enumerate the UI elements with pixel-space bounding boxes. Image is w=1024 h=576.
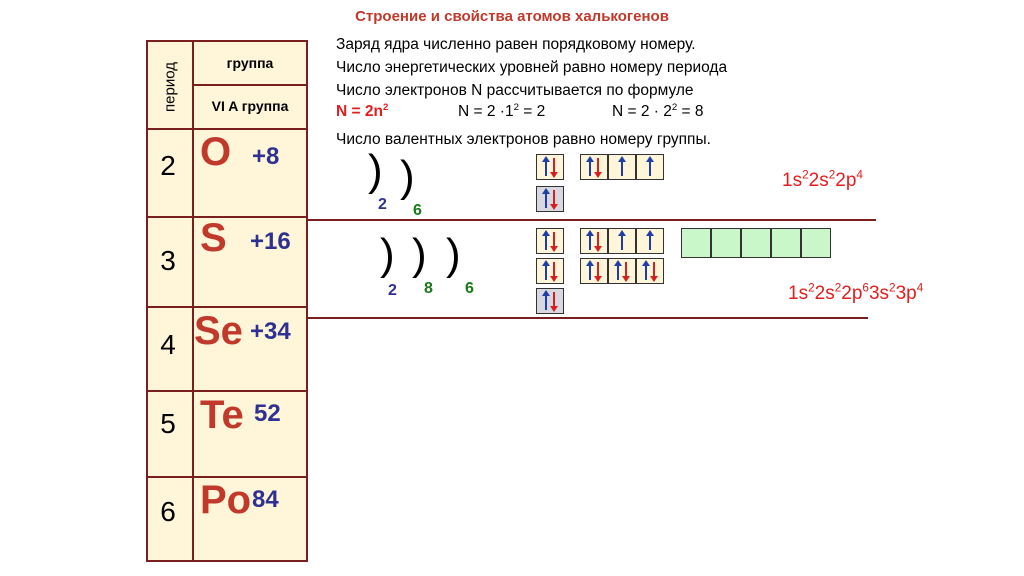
- spin-up-arrow: [589, 262, 591, 280]
- spin-up-arrow: [617, 262, 619, 280]
- text-line: Число энергетических уровней равно номеру периода: [336, 59, 728, 76]
- table-column-divider: [192, 42, 194, 560]
- empty-d-orbital-cell: [741, 228, 771, 258]
- group-name: VI A группа: [211, 98, 289, 114]
- period-number: 3: [160, 245, 176, 276]
- table-divider: [148, 390, 306, 392]
- orbital-cell: [608, 154, 636, 180]
- example-exponent: 2: [671, 101, 678, 113]
- config-exponent: 2: [802, 168, 809, 182]
- spin-up-arrow: [645, 262, 647, 280]
- config-part: 1s: [788, 283, 809, 304]
- orbital-cell: [636, 258, 664, 284]
- text-line: Заряд ядра численно равен порядковому номеру.: [336, 36, 696, 53]
- table-divider: [148, 306, 306, 308]
- period-header: [150, 44, 190, 130]
- example-exponent: 2: [513, 101, 519, 113]
- example-result: = 2: [518, 103, 546, 120]
- spin-up-arrow: [649, 158, 651, 176]
- spin-down-arrow: [553, 262, 555, 280]
- config-part: 2p: [841, 283, 863, 304]
- config-exponent: 2: [834, 281, 842, 295]
- electron-configuration: [782, 170, 863, 192]
- config-exponent: 4: [856, 168, 863, 182]
- config-part: 1s: [782, 170, 803, 191]
- example-result: = 8: [677, 103, 704, 120]
- orbital-cell: [536, 154, 564, 180]
- config-exponent: 6: [862, 281, 869, 295]
- text-line: Число электронов N рассчитывается по формуле: [336, 82, 694, 99]
- electron-shell-arc: ): [412, 230, 427, 279]
- formula: [336, 103, 388, 121]
- spin-up-arrow: [621, 158, 623, 176]
- period-number: 4: [160, 329, 176, 360]
- spin-up-arrow: [589, 158, 591, 176]
- config-exponent: 2: [828, 168, 836, 182]
- formula-exponent: 2: [382, 101, 389, 113]
- element-symbol: Se: [194, 309, 243, 353]
- config-part: 2s: [808, 170, 829, 191]
- empty-d-orbital-cell: [801, 228, 831, 258]
- spin-up-arrow: [545, 262, 547, 280]
- spin-up-arrow: [545, 232, 547, 250]
- spin-down-arrow: [597, 232, 599, 250]
- element-symbol: Te: [200, 393, 244, 437]
- orbital-cell: [580, 228, 608, 254]
- period-number: 6: [160, 496, 176, 527]
- group-header: группа: [226, 55, 274, 71]
- table-divider: [192, 84, 306, 86]
- spin-down-arrow: [597, 158, 599, 176]
- orbital-cell: [608, 228, 636, 254]
- config-exponent: 2: [889, 281, 896, 295]
- spin-up-arrow: [545, 158, 547, 176]
- spin-down-arrow: [553, 158, 555, 176]
- row-separator-line: [308, 219, 876, 221]
- element-symbol: O: [200, 130, 232, 174]
- shell-electron-count: 2: [388, 282, 397, 299]
- nuclear-charge: 84: [252, 486, 279, 513]
- formula-example: [612, 103, 704, 121]
- electron-shell-arc: ): [400, 152, 415, 201]
- config-part: 2s: [814, 283, 835, 304]
- empty-d-orbital-cell: [681, 228, 711, 258]
- orbital-cell: [536, 228, 564, 254]
- orbital-cell: [536, 186, 564, 212]
- spin-down-arrow: [553, 292, 555, 310]
- shell-electron-count: 6: [413, 202, 422, 219]
- spin-up-arrow: [621, 232, 623, 250]
- formula-base: N = 2n: [336, 103, 383, 120]
- orbital-cell: [636, 228, 664, 254]
- text-line: Число валентных электронов равно номеру группы.: [336, 131, 711, 148]
- orbital-cell: [580, 154, 608, 180]
- spin-down-arrow: [553, 190, 555, 208]
- orbital-cell: [536, 288, 564, 314]
- nuclear-charge: +34: [250, 318, 291, 345]
- nuclear-charge: +8: [252, 143, 280, 170]
- element-symbol: S: [200, 216, 227, 260]
- electron-shell-arc: ): [380, 230, 395, 279]
- formula-example: [458, 103, 545, 121]
- empty-d-orbital-cell: [771, 228, 801, 258]
- orbital-cell: [536, 258, 564, 284]
- shell-electron-count: 6: [465, 280, 474, 297]
- row-separator-line: [308, 317, 868, 319]
- spin-down-arrow: [625, 262, 627, 280]
- slide-title: Строение и свойства атомов халькогенов: [355, 8, 669, 25]
- example-base: N = 2 · 2: [612, 103, 672, 120]
- element-symbol: Po: [200, 478, 252, 522]
- period-number: 5: [160, 408, 176, 439]
- table-divider: [148, 216, 306, 218]
- config-exponent: 2: [808, 281, 815, 295]
- config-exponent: 4: [916, 281, 924, 295]
- spin-up-arrow: [545, 292, 547, 310]
- empty-d-orbital-cell: [711, 228, 741, 258]
- orbital-cell: [580, 258, 608, 284]
- spin-down-arrow: [553, 232, 555, 250]
- spin-down-arrow: [653, 262, 655, 280]
- config-part: 2p: [835, 170, 857, 191]
- nuclear-charge: +16: [250, 228, 291, 255]
- period-header-label: период: [161, 62, 179, 112]
- orbital-cell: [636, 154, 664, 180]
- config-part: 3s: [868, 283, 890, 304]
- orbital-cell: [608, 258, 636, 284]
- electron-configuration: [788, 283, 923, 305]
- nuclear-charge: 52: [254, 400, 281, 427]
- spin-up-arrow: [589, 232, 591, 250]
- shell-electron-count: 8: [424, 280, 433, 297]
- electron-shell-arc: ): [368, 146, 383, 195]
- spin-up-arrow: [649, 232, 651, 250]
- config-part: 3p: [895, 283, 917, 304]
- electron-shell-arc: ): [446, 230, 461, 279]
- example-base: N = 2 ·1: [458, 103, 514, 120]
- spin-up-arrow: [545, 190, 547, 208]
- shell-electron-count: 2: [378, 196, 387, 213]
- spin-down-arrow: [597, 262, 599, 280]
- period-number: 2: [160, 150, 176, 181]
